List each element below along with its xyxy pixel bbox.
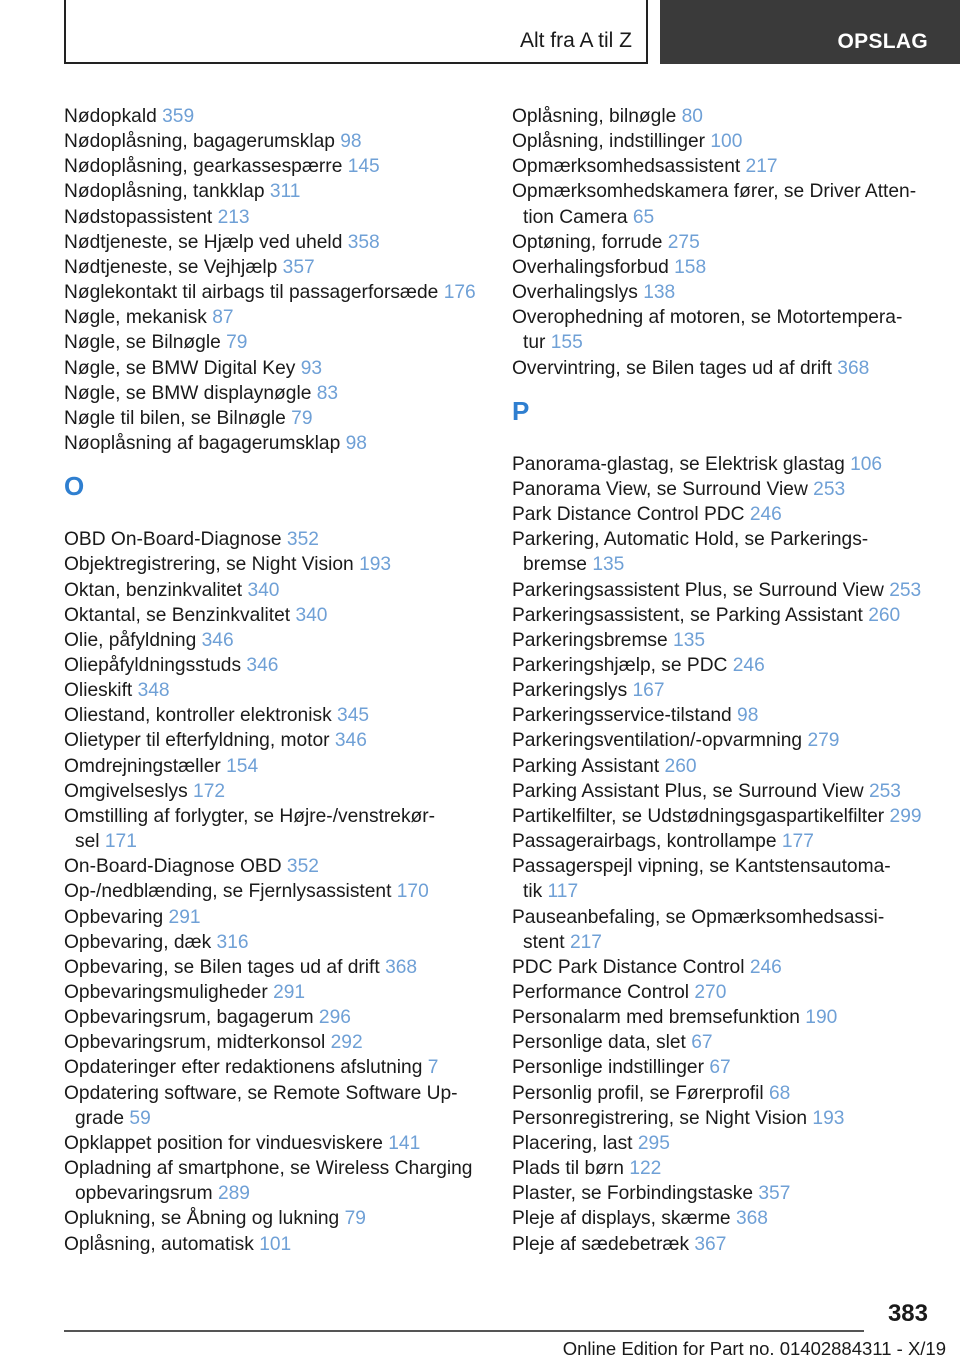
index-entry — [64, 527, 494, 552]
index-entry-text: Parkeringsassistent Plus, se Surround View — [512, 579, 884, 601]
index-entry — [64, 381, 494, 406]
index-entry-text: stent — [523, 931, 565, 953]
index-entry-text: Nøgle, mekanisk — [64, 307, 207, 329]
index-entry — [512, 754, 952, 779]
index-page-link[interactable]: 155 — [550, 332, 583, 354]
index-page-link[interactable]: 299 — [889, 805, 922, 827]
index-page-link[interactable]: 340 — [295, 604, 328, 626]
index-page-link[interactable]: 79 — [291, 407, 313, 429]
index-page-link[interactable]: 98 — [345, 433, 367, 455]
index-entry-text: tur — [523, 332, 546, 354]
index-entry-text: Nødoplåsning, bagagerumsklap — [64, 131, 335, 153]
index-entry-text: Passagerspejl vipning, se Kantstensautoma- — [512, 856, 891, 878]
index-entry-text: Oliestand, kontroller elektronisk — [64, 705, 332, 727]
index-page-link[interactable]: 172 — [193, 780, 226, 802]
index-entry-text: Opdatering software, se Remote Software Up- — [64, 1082, 458, 1104]
index-page-link[interactable]: 101 — [259, 1233, 292, 1255]
index-entry-text: Opdateringer efter redaktionens afslutning — [64, 1057, 423, 1079]
index-entry-text: bremse — [523, 554, 587, 576]
index-entry-text: Oplåsning, automatisk — [64, 1233, 254, 1255]
index-entry — [512, 1181, 952, 1206]
header-section-label: OPSLAG — [837, 30, 928, 53]
index-entry-text: Opbevaring — [64, 906, 164, 928]
index-page-link[interactable]: 117 — [547, 881, 579, 903]
index-page-link[interactable]: 345 — [337, 705, 370, 727]
index-entry — [512, 179, 952, 229]
index-page-link[interactable]: 190 — [805, 1007, 838, 1029]
index-entry-text: Parkeringshjælp, se PDC — [512, 654, 728, 676]
index-entry — [64, 728, 494, 753]
index-entry-text: Personlige data, slet — [512, 1032, 686, 1054]
index-entry — [64, 603, 494, 628]
index-page-link[interactable]: 141 — [388, 1132, 421, 1154]
index-entry-text: Opbevaringsrum, midterkonsol — [64, 1032, 326, 1054]
index-page-link[interactable]: 68 — [769, 1082, 791, 1104]
index-page-link[interactable]: 122 — [629, 1158, 662, 1180]
index-entry — [512, 280, 952, 305]
index-entry-text: Opbevaring, dæk — [64, 931, 212, 953]
index-entry-text: Opladning af smartphone, se Wireless Charging — [64, 1158, 473, 1180]
index-entry-text: Oplukning, se Åbning og lukning — [64, 1208, 340, 1230]
index-entry-text: Nøglekontakt til airbags til passagerforsæde — [64, 282, 439, 304]
index-page-link[interactable]: 93 — [300, 357, 323, 379]
index-entry — [64, 205, 494, 230]
index-entry — [64, 129, 494, 154]
index-entry-text: Panorama View, se Surround View — [512, 478, 808, 500]
index-page-link[interactable]: 135 — [592, 554, 625, 576]
index-entry — [64, 104, 494, 129]
index-entry-text: Parkeringsassistent, se Parking Assistant — [512, 604, 863, 626]
index-page-link[interactable]: 87 — [212, 307, 234, 329]
index-entry-text: tik — [523, 881, 543, 903]
index-entry — [64, 431, 494, 456]
index-entry — [512, 653, 952, 678]
index-page-link[interactable]: 193 — [359, 554, 392, 576]
index-entry-text: Nødstopassistent — [64, 206, 213, 228]
index-entry — [64, 804, 494, 854]
index-entry-text: Opmærksomhedskamera fører, se Driver Atten- — [512, 181, 917, 203]
index-entry — [64, 1081, 494, 1131]
index-page-link[interactable]: 260 — [868, 604, 901, 626]
index-entry-text: Parkeringsbremse — [512, 629, 668, 651]
index-entry-text: Overvintring, se Bilen tages ud af drift — [512, 357, 832, 379]
index-entry-text: Pleje af displays, skærme — [512, 1208, 731, 1230]
index-entry — [64, 854, 494, 879]
index-page-link[interactable]: 98 — [737, 705, 759, 727]
index-entry-text: Op-/nedblænding, se Fjernlysassistent — [64, 881, 392, 903]
index-entry-text: Nøgle, se BMW Digital Key — [64, 357, 296, 379]
index-entry — [64, 305, 494, 330]
index-entry-text: Opklappet position for vinduesviskere — [64, 1132, 383, 1154]
index-entry — [512, 1030, 952, 1055]
index-entry — [512, 829, 952, 854]
index-page-link[interactable]: 291 — [168, 906, 201, 928]
index-entry — [512, 154, 952, 179]
index-entry — [512, 1055, 952, 1080]
index-entry-text: Parkering, Automatic Hold, se Parkerings- — [512, 529, 869, 551]
index-page-link[interactable]: 98 — [340, 131, 362, 153]
header-title: Alt fra A til Z — [519, 29, 632, 52]
index-entry-text: Olie, påfyldning — [64, 629, 197, 651]
index-page-link[interactable]: 67 — [691, 1032, 713, 1054]
index-page-link[interactable]: 346 — [201, 629, 234, 651]
index-entry-text: Omstilling af forlygter, se Højre-/venstrekør- — [64, 805, 436, 827]
index-entry — [64, 280, 494, 305]
index-entry — [512, 1232, 952, 1257]
index-entry-text: PDC Park Distance Control — [512, 956, 745, 978]
index-entry-text: Parkeringsventilation/-opvarmning — [512, 730, 803, 752]
index-page-link[interactable]: 352 — [286, 856, 319, 878]
index-page-link[interactable]: 246 — [749, 504, 782, 526]
index-entry-text: Olietyper til efterfyldning, motor — [64, 730, 330, 752]
index-page-link[interactable]: 100 — [710, 131, 743, 153]
index-entry — [64, 703, 494, 728]
index-entry-text: opbevaringsrum — [75, 1183, 213, 1205]
index-entry-text: tion Camera — [523, 206, 628, 228]
index-entry — [64, 879, 494, 904]
index-page-link[interactable]: 292 — [330, 1032, 363, 1054]
index-entry-text: Oktan, benzinkvalitet — [64, 579, 243, 601]
page-number: 383 — [887, 1300, 928, 1327]
index-entry — [64, 154, 494, 179]
index-entry-text: Nødoplåsning, gearkassespærre — [64, 156, 343, 178]
index-page-link[interactable]: 348 — [137, 680, 170, 702]
index-page-link[interactable]: 358 — [347, 231, 380, 253]
index-entry — [512, 678, 952, 703]
index-entry — [512, 905, 952, 955]
index-page-link[interactable]: 253 — [868, 780, 901, 802]
index-entry — [512, 477, 952, 502]
index-entry-text: Plaster, se Forbindingstaske — [512, 1183, 754, 1205]
index-entry-text: Objektregistrering, se Night Vision — [64, 554, 354, 576]
index-entry-text: Nøoplåsning af bagagerumsklap — [64, 433, 341, 455]
index-page-link[interactable]: 79 — [344, 1208, 366, 1230]
index-entry — [64, 930, 494, 955]
index-entry — [512, 603, 952, 628]
index-entry-text: Personlig profil, se Førerprofil — [512, 1082, 764, 1104]
index-entry — [512, 305, 952, 355]
index-entry-text: Personregistrering, se Night Vision — [512, 1107, 808, 1129]
index-page-link[interactable]: 311 — [269, 181, 301, 203]
index-entry-text: Placering, last — [512, 1132, 633, 1154]
index-entry-text: Overhalingsforbud — [512, 256, 669, 278]
index-entry-text: Oplåsning, indstillinger — [512, 131, 706, 153]
index-entry-text: Nøgle, se BMW displaynøgle — [64, 382, 312, 404]
index-entry-text: Pleje af sædebetræk — [512, 1233, 690, 1255]
index-page-link[interactable]: 213 — [217, 206, 250, 228]
index-entry-text: Park Distance Control PDC — [512, 504, 745, 526]
index-page-link[interactable]: 80 — [681, 106, 703, 127]
index-entry — [512, 230, 952, 255]
index-entry — [512, 779, 952, 804]
index-page-link[interactable]: 145 — [347, 156, 380, 178]
index-entry-text: Opmærksomhedsassistent — [512, 156, 741, 178]
index-page-link[interactable]: 246 — [732, 654, 765, 676]
index-entry — [512, 255, 952, 280]
index-entry — [512, 452, 952, 477]
index-entry-text: Panorama-glastag, se Elektrisk glastag — [512, 453, 845, 475]
index-entry — [64, 552, 494, 577]
index-entry-text: Nøgle til bilen, se Bilnøgle — [64, 407, 286, 429]
index-entry-text: Omgivelseslys — [64, 780, 188, 802]
index-entry — [64, 779, 494, 804]
index-entry-text: Overophedning af motoren, se Motortempera- — [512, 307, 903, 329]
index-entry-text: Nødopkald — [64, 106, 157, 127]
index-page-link[interactable]: 368 — [385, 956, 418, 978]
index-page-link[interactable]: 296 — [318, 1007, 351, 1029]
index-page-link[interactable]: 346 — [246, 654, 279, 676]
index-entry — [64, 179, 494, 204]
index-page-link[interactable]: 295 — [637, 1132, 670, 1154]
index-page-link[interactable]: 316 — [216, 931, 249, 953]
index-entry-text: Opbevaringsrum, bagagerum — [64, 1007, 314, 1029]
index-entry — [512, 1005, 952, 1030]
index-page-link[interactable]: 357 — [758, 1183, 791, 1205]
index-entry — [64, 406, 494, 431]
index-page-link[interactable]: 346 — [334, 730, 367, 752]
index-page-link[interactable]: 59 — [129, 1107, 151, 1129]
index-entry — [512, 628, 952, 653]
index-entry-text: Oliepåfyldningsstuds — [64, 654, 242, 676]
index-letter-heading: O — [64, 471, 85, 502]
index-page-link[interactable]: 170 — [396, 881, 429, 903]
index-entry-text: Nøgle, se Bilnøgle — [64, 332, 221, 354]
index-page-link[interactable]: 279 — [807, 730, 840, 752]
index-entry-text: grade — [75, 1107, 125, 1129]
header-section-tab — [660, 0, 960, 64]
index-entry — [64, 955, 494, 980]
index-column-right — [512, 104, 952, 1257]
index-page-link[interactable]: 289 — [217, 1183, 250, 1205]
index-page-link[interactable]: 106 — [850, 453, 883, 475]
index-entry-text: Nødtjeneste, se Vejhjælp — [64, 256, 278, 278]
index-column-left — [64, 104, 494, 1257]
index-entry — [64, 255, 494, 280]
index-entry — [64, 356, 494, 381]
index-entry — [64, 1232, 494, 1257]
footer-edition-text: Online Edition for Part no. 01402884311 - X/19 — [562, 1338, 946, 1359]
index-entry-text: Olieskift — [64, 680, 133, 702]
index-entry — [512, 1206, 952, 1231]
index-page-link[interactable]: 67 — [709, 1057, 731, 1079]
index-entry-text: Parking Assistant — [512, 755, 660, 777]
index-entry — [512, 527, 952, 577]
footer-rule — [64, 1330, 864, 1332]
index-entry — [64, 330, 494, 355]
index-page-link[interactable]: 135 — [673, 629, 706, 651]
index-entry-text: Omdrejningstæller — [64, 755, 221, 777]
index-entry — [64, 1156, 494, 1206]
index-page-link[interactable]: 270 — [694, 982, 727, 1003]
index-entry-text: Opbevaring, se Bilen tages ud af drift — [64, 956, 380, 978]
index-page-link[interactable]: 171 — [104, 831, 137, 853]
index-page-link[interactable]: 253 — [813, 478, 846, 500]
index-entry-text: sel — [75, 831, 100, 853]
index-entry-text: Performance Control — [512, 982, 690, 1003]
index-page-link[interactable]: 368 — [837, 357, 870, 379]
index-entry — [512, 578, 952, 603]
index-page-link[interactable]: 291 — [273, 982, 306, 1003]
index-entry-text: Oplåsning, bilnøgle — [512, 106, 677, 127]
index-letter-heading: P — [512, 395, 530, 426]
index-entry-text: Overhalingslys — [512, 282, 638, 304]
index-entry — [64, 628, 494, 653]
index-entry — [512, 129, 952, 154]
index-entry — [512, 703, 952, 728]
index-entry — [64, 754, 494, 779]
index-entry — [64, 980, 494, 1005]
index-page-link[interactable]: 368 — [735, 1208, 768, 1230]
index-entry — [512, 356, 952, 381]
index-page-link[interactable]: 367 — [694, 1233, 727, 1255]
index-entry — [512, 1106, 952, 1131]
index-entry-text: Nødtjeneste, se Hjælp ved uheld — [64, 231, 343, 253]
index-entry-text: Optøning, forrude — [512, 231, 663, 253]
index-page-link[interactable]: 340 — [247, 579, 280, 601]
index-entry-text: Nødoplåsning, tankklap — [64, 181, 265, 203]
index-page-link[interactable]: 217 — [745, 156, 778, 178]
index-page-link[interactable]: 7 — [427, 1057, 439, 1079]
index-page-link[interactable]: 359 — [162, 106, 195, 127]
index-page-link[interactable]: 357 — [282, 256, 315, 278]
index-entry-text: Parking Assistant Plus, se Surround View — [512, 780, 864, 802]
index-entry — [64, 578, 494, 603]
index-page-link[interactable]: 193 — [812, 1107, 845, 1129]
index-entry — [64, 678, 494, 703]
index-page-link[interactable]: 246 — [749, 956, 782, 978]
index-page-link[interactable]: 177 — [781, 831, 814, 853]
index-entry — [512, 104, 952, 129]
index-entry — [64, 230, 494, 255]
index-page-link[interactable]: 352 — [286, 529, 319, 551]
index-entry — [64, 905, 494, 930]
index-page-link[interactable]: 158 — [674, 256, 707, 278]
index-entry-text: On-Board-Diagnose OBD — [64, 856, 282, 878]
index-entry — [64, 1005, 494, 1030]
index-entry-text: Parkeringslys — [512, 680, 628, 702]
index-entry — [512, 1156, 952, 1181]
index-entry-text: Oktantal, se Benzinkvalitet — [64, 604, 291, 626]
index-entry-text: Parkeringsservice-tilstand — [512, 705, 732, 727]
index-entry — [64, 1055, 494, 1080]
index-page-link[interactable]: 79 — [226, 332, 248, 354]
index-entry — [64, 1131, 494, 1156]
index-page-link[interactable]: 138 — [643, 282, 676, 304]
index-entry — [512, 502, 952, 527]
index-page-link[interactable]: 253 — [889, 579, 922, 601]
index-entry — [512, 804, 952, 829]
index-entry-text: Plads til børn — [512, 1158, 624, 1180]
index-entry — [64, 653, 494, 678]
index-page-link[interactable]: 176 — [443, 282, 476, 304]
index-page-link[interactable]: 217 — [569, 931, 602, 953]
header-title-box — [64, 0, 648, 64]
index-page-link[interactable]: 167 — [632, 680, 665, 702]
index-entry-text: Partikelfilter, se Udstødningsgaspartikelfilter — [512, 805, 885, 827]
index-entry-text: Opbevaringsmuligheder — [64, 982, 268, 1003]
index-entry-text: Personlige indstillinger — [512, 1057, 704, 1079]
index-page-link[interactable]: 154 — [226, 755, 259, 777]
index-entry — [512, 955, 952, 980]
index-page-link[interactable]: 65 — [632, 206, 655, 228]
index-entry — [512, 1081, 952, 1106]
index-entry — [64, 1030, 494, 1055]
index-entry — [512, 980, 952, 1005]
index-entry — [512, 728, 952, 753]
index-entry-text: Personalarm med bremsefunktion — [512, 1007, 800, 1029]
index-entry — [512, 854, 952, 904]
index-page-link[interactable]: 275 — [667, 231, 700, 253]
index-entry-text: Passagerairbags, kontrollampe — [512, 831, 777, 853]
index-entry-text: OBD On-Board-Diagnose — [64, 529, 282, 551]
index-entry-text: Pauseanbefaling, se Opmærksomhedsassi- — [512, 906, 885, 928]
index-page-link[interactable]: 260 — [664, 755, 697, 777]
index-entry — [64, 1206, 494, 1231]
index-entry — [512, 1131, 952, 1156]
index-page-link[interactable]: 83 — [316, 382, 339, 404]
